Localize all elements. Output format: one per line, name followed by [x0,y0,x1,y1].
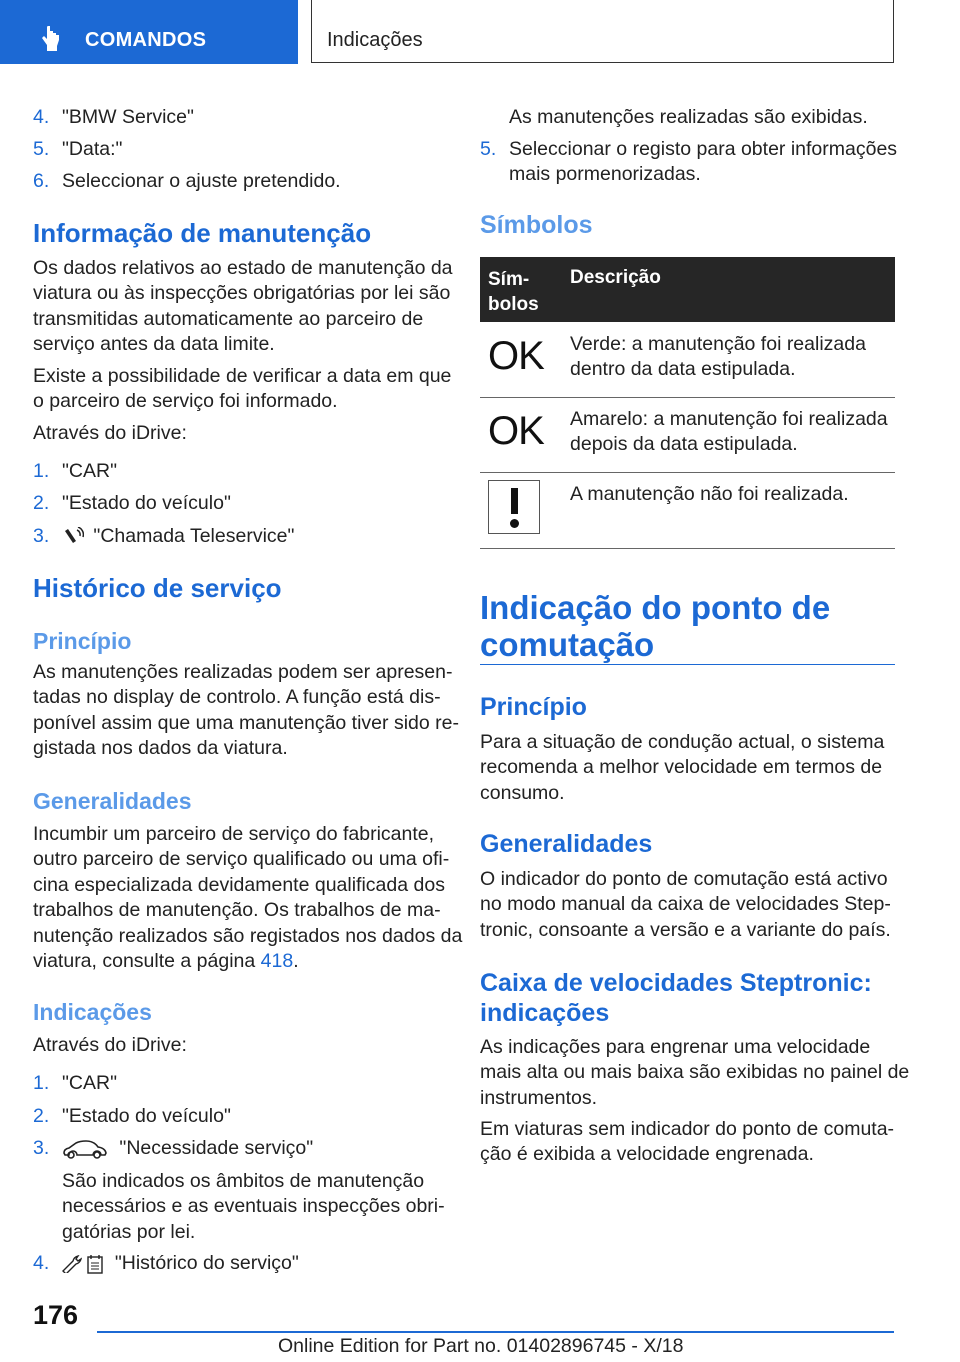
table-header: Sím- bolos Descrição [480,257,895,322]
heading-maintenance-info: Informação de manutenção [33,218,372,248]
hand-icon [40,26,62,52]
paragraph: Os dados relativos ao estado de manutenção da viatura ou às inspecções obrigatórias por lei são transmitidas automaticamente ao parceiro de serviço antes da data limite. [33,257,453,356]
calendar-icon [87,1254,103,1274]
paragraph: Incumbir um parceiro de serviço do fabricante, outro parceiro de serviço qualificado ou uma ofi- cina especializada devidamente qualificada dos trabalhos de manutenção. Os trabalhos de ma- nutenção realizados são registados nos dados da viatura, consulte a página 418. [33,823,463,973]
heading-general: Generalidades [33,788,192,814]
car-icon [62,1139,108,1159]
section-tab [0,0,298,64]
heading-principle-right: Princípio [480,693,587,721]
paragraph: Através do iDrive: [33,422,187,444]
ok-green-icon: OK [488,334,544,378]
divider [480,664,895,665]
heading-service-history: Histórico de serviço [33,573,282,603]
paragraph: As indicações para engrenar uma velocidade mais alta ou mais baixa são exibidas no painel de instrumentos. [480,1036,910,1109]
paragraph: As manutenções realizadas são exibidas. [509,106,868,128]
section-title: COMANDOS [85,29,207,51]
paragraph: Em viaturas sem indicador do ponto de comuta- ção é exibida a velocidade engrenada. [480,1118,895,1166]
heading-steptronic: Caixa de velocidades Steptronic: indicações [480,969,872,1027]
subsection-title: Indicações [327,29,423,51]
table-row: OK Amarelo: a manutenção foi realizada depois da data estipulada. [480,397,895,473]
paragraph: O indicador do ponto de comutação está activo no modo manual da caixa de velocidades Step- tronic, consoante a versão e a variante do país. [480,868,891,941]
paragraph: Através do iDrive: [33,1034,187,1056]
paragraph: Existe a possibilidade de verificar a data em que o parceiro de serviço foi informado. [33,365,452,413]
page-number: 176 [33,1300,79,1330]
heading-indications: Indicações [33,999,152,1025]
paragraph: Para a situação de condução actual, o sistema recomenda a melhor velocidade em termos de consumo. [480,731,885,804]
heading-symbols: Símbolos [480,211,593,239]
footer-divider [97,1331,894,1333]
ok-yellow-icon: OK [488,409,544,453]
table-row: A manutenção não foi realizada. [480,472,895,549]
edition-text: Online Edition for Part no. 01402896745 - X/18 [278,1335,684,1357]
heading-general-right: Generalidades [480,830,653,858]
table-row: OK Verde: a manutenção foi realizada dentro da data estipulada. [480,322,895,398]
exclamation-icon [488,480,540,534]
wrench-icon [62,1255,82,1273]
paragraph: As manutenções realizadas podem ser apresen- tadas no display de controlo. A função está dis- ponível assim que uma manutenção tiver sido re- gistada nos dados da viatura. [33,661,459,760]
heading-principle: Princípio [33,628,132,654]
heading-shift-point: Indicação do ponto de comutação [480,589,831,663]
page-link[interactable]: 418 [260,950,294,973]
paragraph: São indicados os âmbitos de manutenção necessários e as eventuais inspecções obri- gatórias por lei. [62,1170,445,1243]
teleservice-icon [62,527,84,547]
subsection-box [311,0,894,63]
